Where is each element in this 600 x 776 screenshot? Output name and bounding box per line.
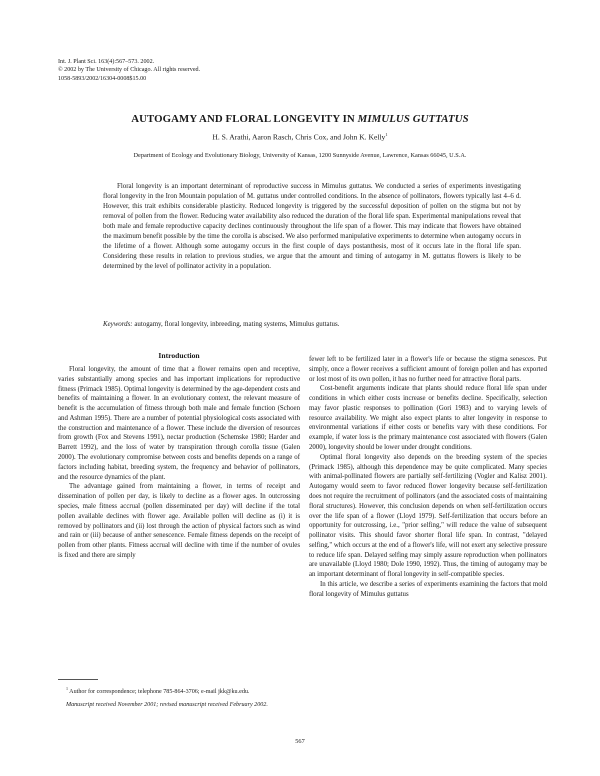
article-title [0, 113, 600, 125]
footnotes [58, 685, 300, 715]
left-column [58, 365, 300, 561]
correspondence-text: Author for correspondence; telephone 785-864-3706; e-mail jkk@ku.edu. [68, 689, 250, 696]
abstract: Floral longevity is an important determinant of reproductive success in Mimulus guttatus. We conducted a series of experiments investigating floral longevity in the Iron Mountain population of M. guttatus under controlled conditions. In the absence of pollinators, flowers typically last 4–6 d. However, this trait exhibits considerable plasticity. Reduced longevity is triggered by the successful deposition of pollen on the stigma but not by removal of pollen from the flower. Reducing water availability also reduced the duration of the floral life span. Experimental manipulations reveal that both male and female reproductive capacity declines continuously throughout the life span of a flower. This may indicate that flowers have obtained the maximum benefit possible by the time the corolla is abscised. We also performed manipulative experiments to determine when autogamy occurs in the lifetime of a flower. Although some autogamy occurs in the first couple of days postanthesis, most of it occurs late in the floral life span. Considering these results in relation to previous studies, we argue that the amount and timing of autogamy in M. guttatus flowers is likely to be determined by the level of pollinator activity in a population. [103, 183, 521, 271]
paragraph: The advantage gained from maintaining a flower, in terms of receipt and dissemination of pollen per day, is likely to decline as a flower ages. In outcrossing species, male fitness accrual (pollen disseminated per day) will decline if the total pollen available declines with flower age. Available pollen will decline as (i) it is removed by pollinators and (ii) lost through the action of physical factors such as wind and rain or (iii) because of anther senescence. Female fitness depends on the receipt of pollen from other plants. Fitness accrual will decline with time if the number of ovules is fixed and there are simply [58, 483, 300, 559]
introduction-heading: Introduction [158, 351, 200, 360]
title-prefix: AUTOGAMY AND FLORAL LONGEVITY IN [131, 113, 358, 125]
author-footnote-mark: 1 [385, 132, 388, 137]
paragraph: In this article, we describe a series of experiments examining the factors that mold floral longevity of Mimulus guttatus [309, 580, 547, 598]
paragraph: fewer left to be fertilized later in a flower's life or because the stigma senesces. Put simply, once a flower receives a sufficient amount of foreign pollen and has exported or lost most of its own pollen, it has no further need for attractive floral parts. [309, 356, 547, 383]
journal-issn: 1058-5893/2002/16304-0008$15.00 [58, 75, 147, 82]
author-list [0, 132, 600, 142]
authors-text: H. S. Arathi, Aaron Rasch, Chris Cox, and John K. Kelly [212, 132, 386, 142]
paragraph: Optimal floral longevity also depends on the breeding system of the species (Primack 1985), although this dependence may be quite complicated. Many species with animal-pollinated flowers are partially self-fertilizing (Vogler and Kalisz 2001). Autogamy would seem to favor reduced flower longevity because self-fertilization does not require the recruitment of pollinators (and the associated costs of maintaining floral structures). However, this conclusion depends on when self-fertilization occurs over the life span of a flower (Lloyd 1979). Self-fertilization that occurs before an opportunity for outcrossing, i.e., "prior selfing," will reduce the value of subsequent pollinator visits. This should favor shorter floral life span. In contrast, "delayed selfing," which occurs at the end of a flower's life, will not exert any selective pressure to reduce life span. Delayed selfing may simply assure reproduction when pollinators are unavailable (Lloyd 1980; Dole 1990, 1992). Thus, the timing of autogamy may be an important determinant of floral longevity in self-compatible species. [309, 453, 547, 579]
journal-citation: Int. J. Plant Sci. 163(4):567–573. 2002. [58, 59, 155, 65]
manuscript-received: Manuscript received November 2001; revised manuscript received February 2002. [66, 702, 268, 709]
title-species: MIMULUS GUTTATUS [357, 113, 469, 125]
correspondence-note [58, 685, 300, 696]
keywords-list: autogamy, floral longevity, inbreeding, mating systems, Mimulus guttatus. [132, 321, 340, 328]
keywords [103, 320, 521, 330]
right-column [309, 355, 547, 600]
journal-copyright: © 2002 by The University of Chicago. All rights reserved. [58, 67, 201, 74]
journal-header [58, 58, 200, 83]
footnote-mark: 1 [66, 686, 68, 691]
paragraph: Cost-benefit arguments indicate that plants should reduce floral life span under conditions in which either costs increase or benefits decline. Specifically, selection may favor plastic responses to pollination (Gori 1983) and to varying levels of resource availability. We might also expect plants to alter longevity in response to environmental variations if either costs or benefits vary with these conditions. For example, if water loss is the primary maintenance cost associated with flowers (Galen 2000), longevity should be lower under drought conditions. [309, 385, 547, 452]
affiliation: Department of Ecology and Evolutionary Biology, University of Kansas, 1200 Sunnyside Avenue, Lawrence, Kansas 66045, U.S.A. [133, 152, 467, 159]
paragraph: Floral longevity, the amount of time that a flower remains open and receptive, varies substantially among species and has important implications for reproductive fitness (Primack 1985). Optimal longevity is determined by the age-dependent costs and benefits of maintaining a flower. In an evolutionary context, the relevant measure of benefit is the accumulation of fitness through both male and female function (Schoen and Ashman 1995). There are a number of potential physiological costs associated with the construction and maintenance of a flower. These include the diversion of resources from growth (Fox and Stevens 1991), nectar production (Schemske 1980; Harder and Barrett 1992), and the loss of water by transpiration through corolla tissue (Galen 2000). The evolutionary compromise between costs and benefits depends on a range of factors including habitat, breeding system, the frequency and behavior of pollinators, and the resource dynamics of the plant. [58, 366, 300, 481]
footnote-divider [58, 679, 98, 680]
page-number: 567 [295, 738, 305, 745]
keywords-label: Keywords: [103, 321, 133, 328]
